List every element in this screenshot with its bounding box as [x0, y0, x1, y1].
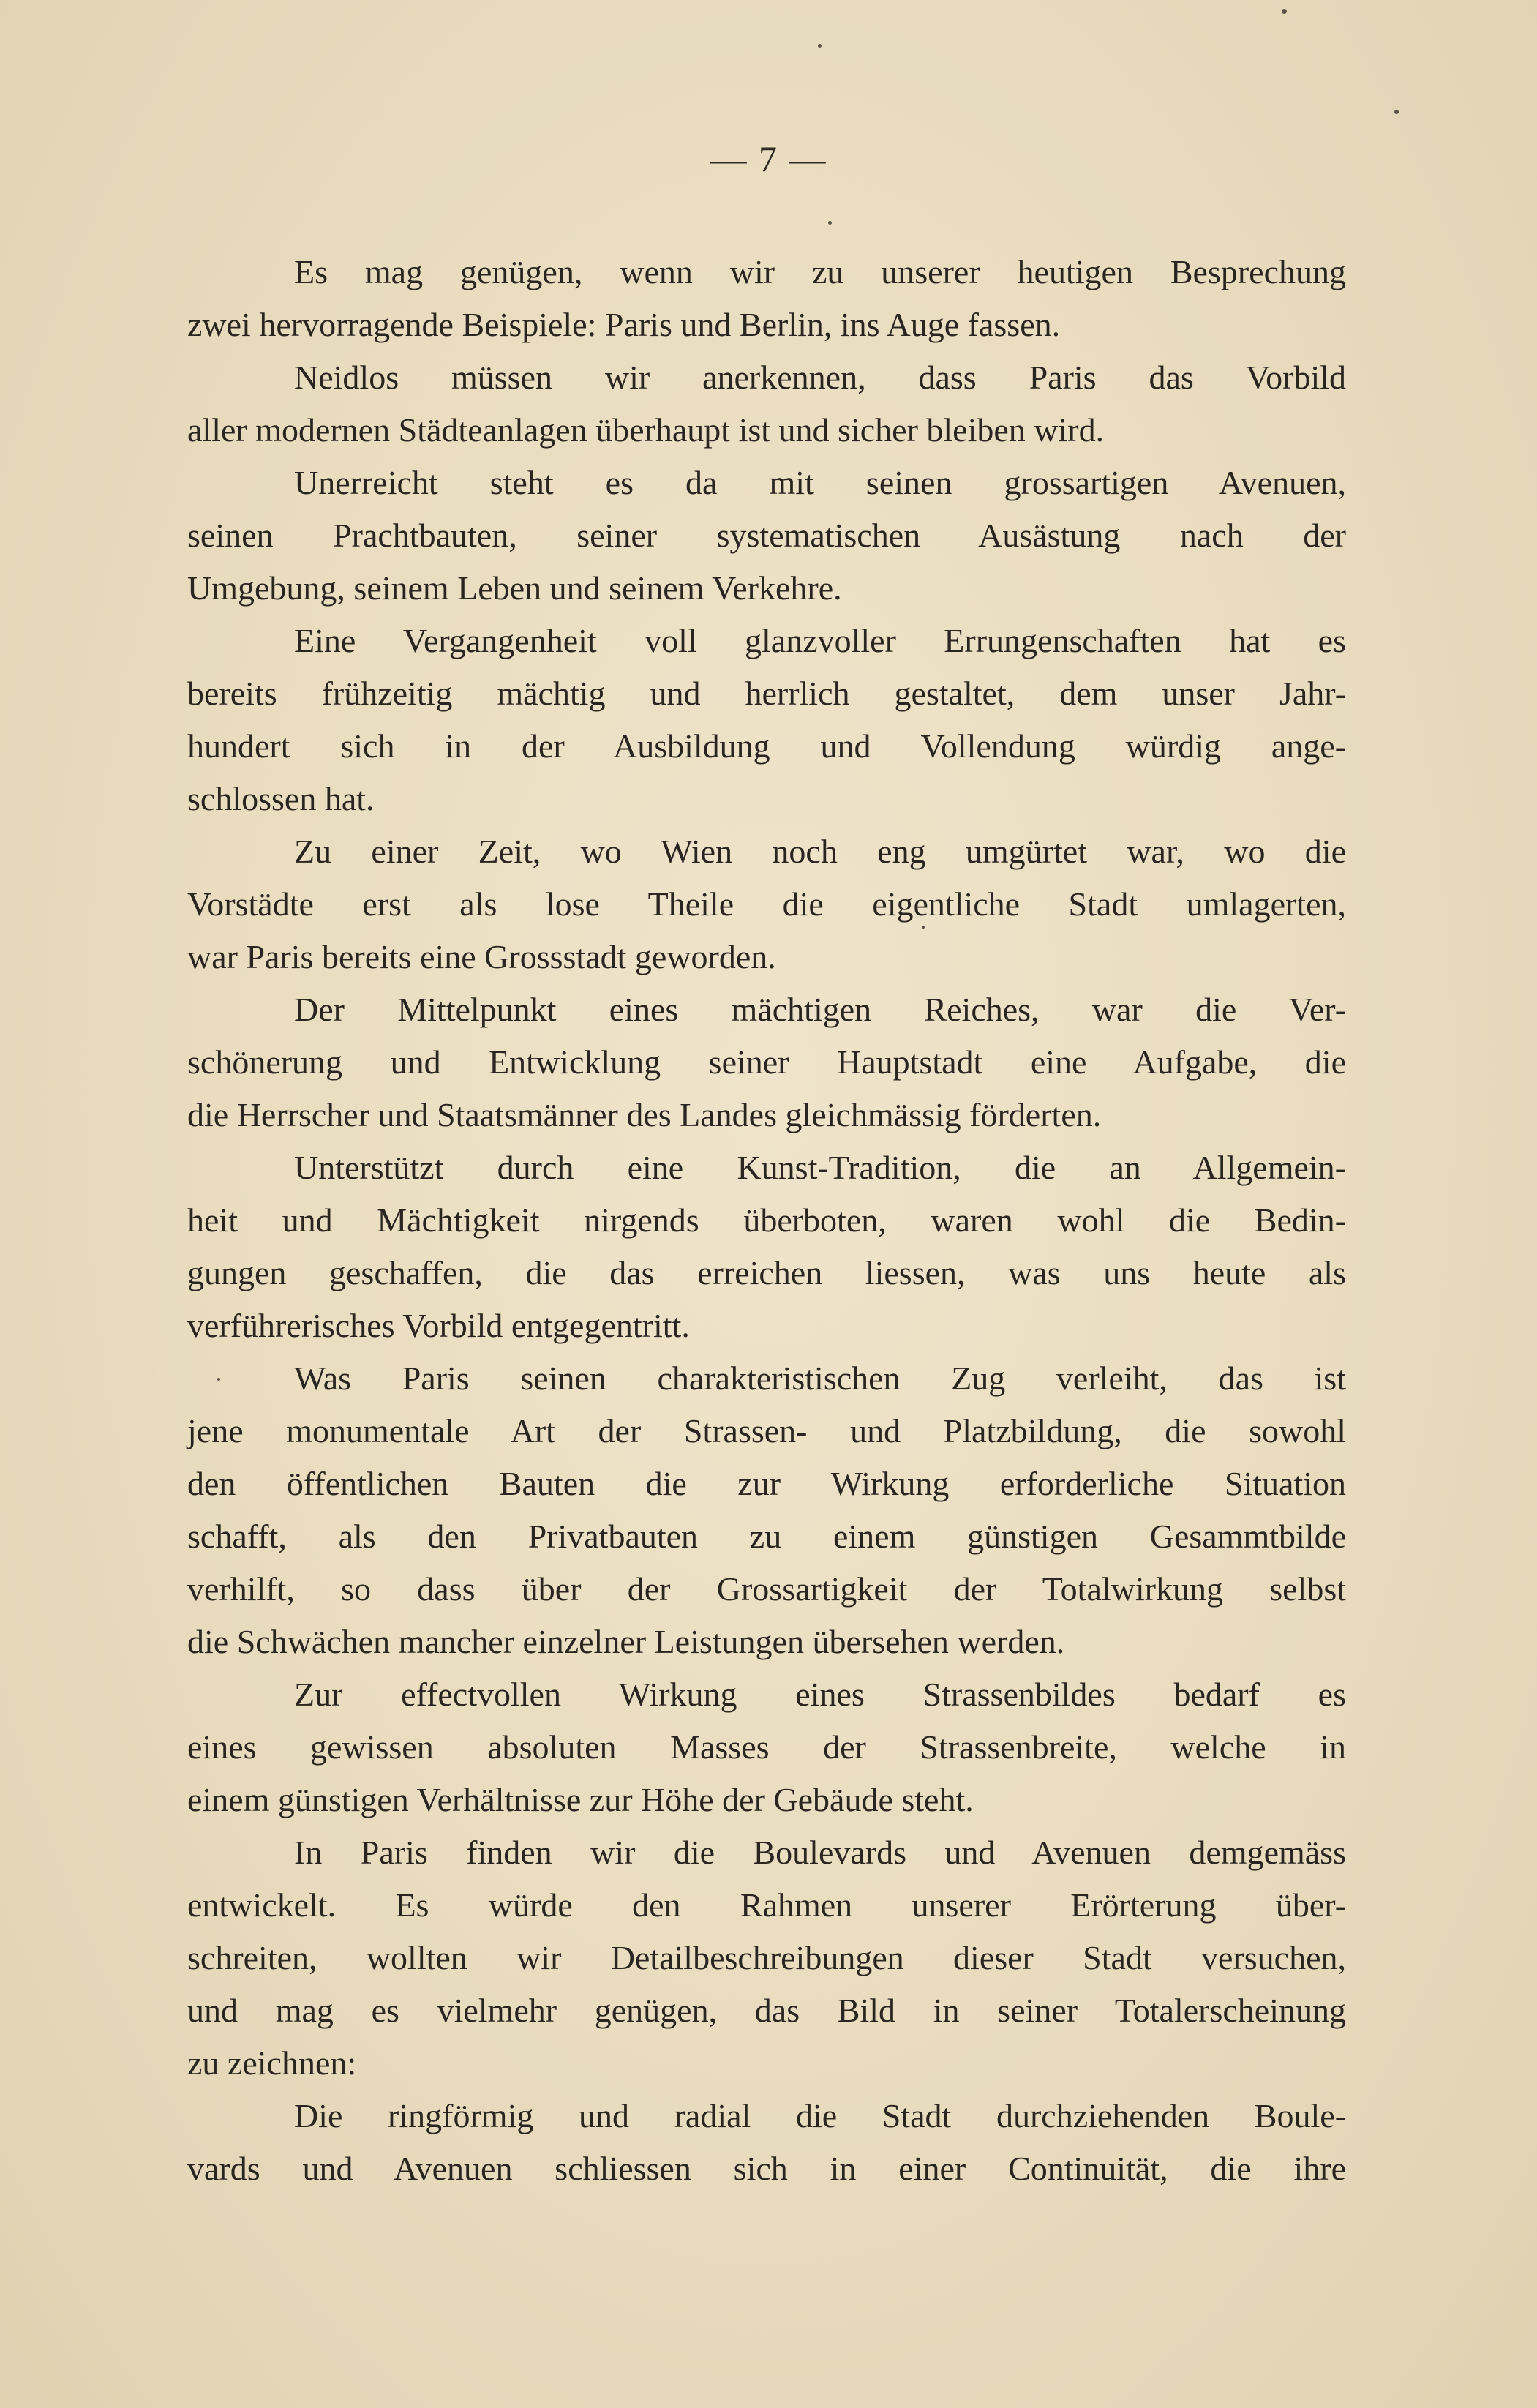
- text-line: schafft, als den Privatbauten zu einem günstigen Gesammtbilde: [187, 1518, 1346, 1555]
- scan-speck: [1282, 9, 1287, 14]
- text-line: eines gewissen absoluten Masses der Strassenbreite, welche in: [187, 1728, 1346, 1766]
- paragraph: [187, 351, 1346, 457]
- text-line: Die ringförmig und radial die Stadt durchziehenden Boule-: [294, 2097, 1346, 2134]
- text-line: die Schwächen mancher einzelner Leistungen übersehen werden.: [187, 1623, 1065, 1660]
- text-line: seinen Prachtbauten, seiner systematischen Ausästung nach der: [187, 517, 1346, 554]
- text-line: und mag es vielmehr genügen, das Bild in seiner Totalerscheinung: [187, 1992, 1346, 2029]
- paragraph: [187, 2090, 1346, 2195]
- text-line: Neidlos müssen wir anerkennen, dass Paris das Vorbild: [294, 359, 1346, 396]
- text-line: war Paris bereits eine Grossstadt geworden.: [187, 938, 776, 975]
- paragraph: [187, 615, 1346, 825]
- text-line: zwei hervorragende Beispiele: Paris und Berlin, ins Auge fassen.: [187, 306, 1061, 343]
- text-line: Zu einer Zeit, wo Wien noch eng umgürtet war, wo die: [294, 833, 1346, 870]
- text-line: In Paris finden wir die Boulevards und Avenuen demgemäss: [294, 1834, 1346, 1871]
- text-line: den öffentlichen Bauten die zur Wirkung erforderliche Situation: [187, 1465, 1346, 1502]
- scan-speck: [922, 926, 925, 929]
- text-line: einem günstigen Verhältnisse zur Höhe der Gebäude steht.: [187, 1781, 974, 1818]
- paragraph: [187, 246, 1346, 351]
- text-line: entwickelt. Es würde den Rahmen unserer Erörterung über-: [187, 1886, 1346, 1924]
- paragraph: [187, 457, 1346, 615]
- body-text: [187, 246, 1346, 2195]
- paragraph: [187, 983, 1346, 1141]
- text-line: Umgebung, seinem Leben und seinem Verkehre.: [187, 569, 842, 607]
- text-line: jene monumentale Art der Strassen- und Platzbildung, die sowohl: [187, 1412, 1346, 1449]
- paragraph: [187, 1352, 1346, 1668]
- text-line: zu zeichnen:: [187, 2044, 357, 2082]
- text-line: schreiten, wollten wir Detailbeschreibungen dieser Stadt versuchen,: [187, 1939, 1346, 1976]
- text-line: schlossen hat.: [187, 780, 375, 817]
- scan-speck: [828, 221, 832, 225]
- text-line: Was Paris seinen charakteristischen Zug verleiht, das ist: [294, 1359, 1346, 1397]
- text-line: heit und Mächtigkeit nirgends überboten, waren wohl die Bedin-: [187, 1201, 1346, 1239]
- page-number: — 7 —: [710, 138, 827, 179]
- text-line: aller modernen Städteanlagen überhaupt ist und sicher bleiben wird.: [187, 411, 1105, 449]
- paragraph: [187, 1668, 1346, 1826]
- scan-speck: [217, 1378, 220, 1381]
- text-line: gungen geschaffen, die das erreichen liessen, was uns heute als: [187, 1254, 1346, 1291]
- paragraph: [187, 825, 1346, 983]
- text-line: schönerung und Entwicklung seiner Hauptstadt eine Aufgabe, die: [187, 1043, 1346, 1081]
- text-line: bereits frühzeitig mächtig und herrlich gestaltet, dem unser Jahr-: [187, 675, 1346, 712]
- scan-speck: [1394, 110, 1399, 114]
- scan-speck: [818, 44, 822, 48]
- paragraph: [187, 1141, 1346, 1352]
- text-line: Es mag genügen, wenn wir zu unserer heutigen Besprechung: [294, 253, 1346, 290]
- text-line: verhilft, so dass über der Grossartigkeit der Totalwirkung selbst: [187, 1570, 1346, 1608]
- text-line: Unerreicht steht es da mit seinen grossartigen Avenuen,: [294, 464, 1346, 501]
- text-line: verführerisches Vorbild entgegentritt.: [187, 1307, 690, 1344]
- text-line: Vorstädte erst als lose Theile die eigentliche Stadt umlagerten,: [187, 885, 1346, 923]
- text-line: Eine Vergangenheit voll glanzvoller Errungenschaften hat es: [294, 622, 1346, 659]
- text-line: Unterstützt durch eine Kunst-Tradition, die an Allgemein-: [294, 1149, 1346, 1186]
- paragraph: [187, 1826, 1346, 2090]
- text-line: vards und Avenuen schliessen sich in einer Continuität, die ihre: [187, 2150, 1346, 2187]
- text-line: Der Mittelpunkt eines mächtigen Reiches, war die Ver-: [294, 991, 1346, 1028]
- text-line: die Herrscher und Staatsmänner des Landes gleichmässig förderten.: [187, 1096, 1102, 1133]
- text-line: hundert sich in der Ausbildung und Vollendung würdig ange-: [187, 727, 1346, 765]
- text-line: Zur effectvollen Wirkung eines Strassenbildes bedarf es: [294, 1676, 1346, 1713]
